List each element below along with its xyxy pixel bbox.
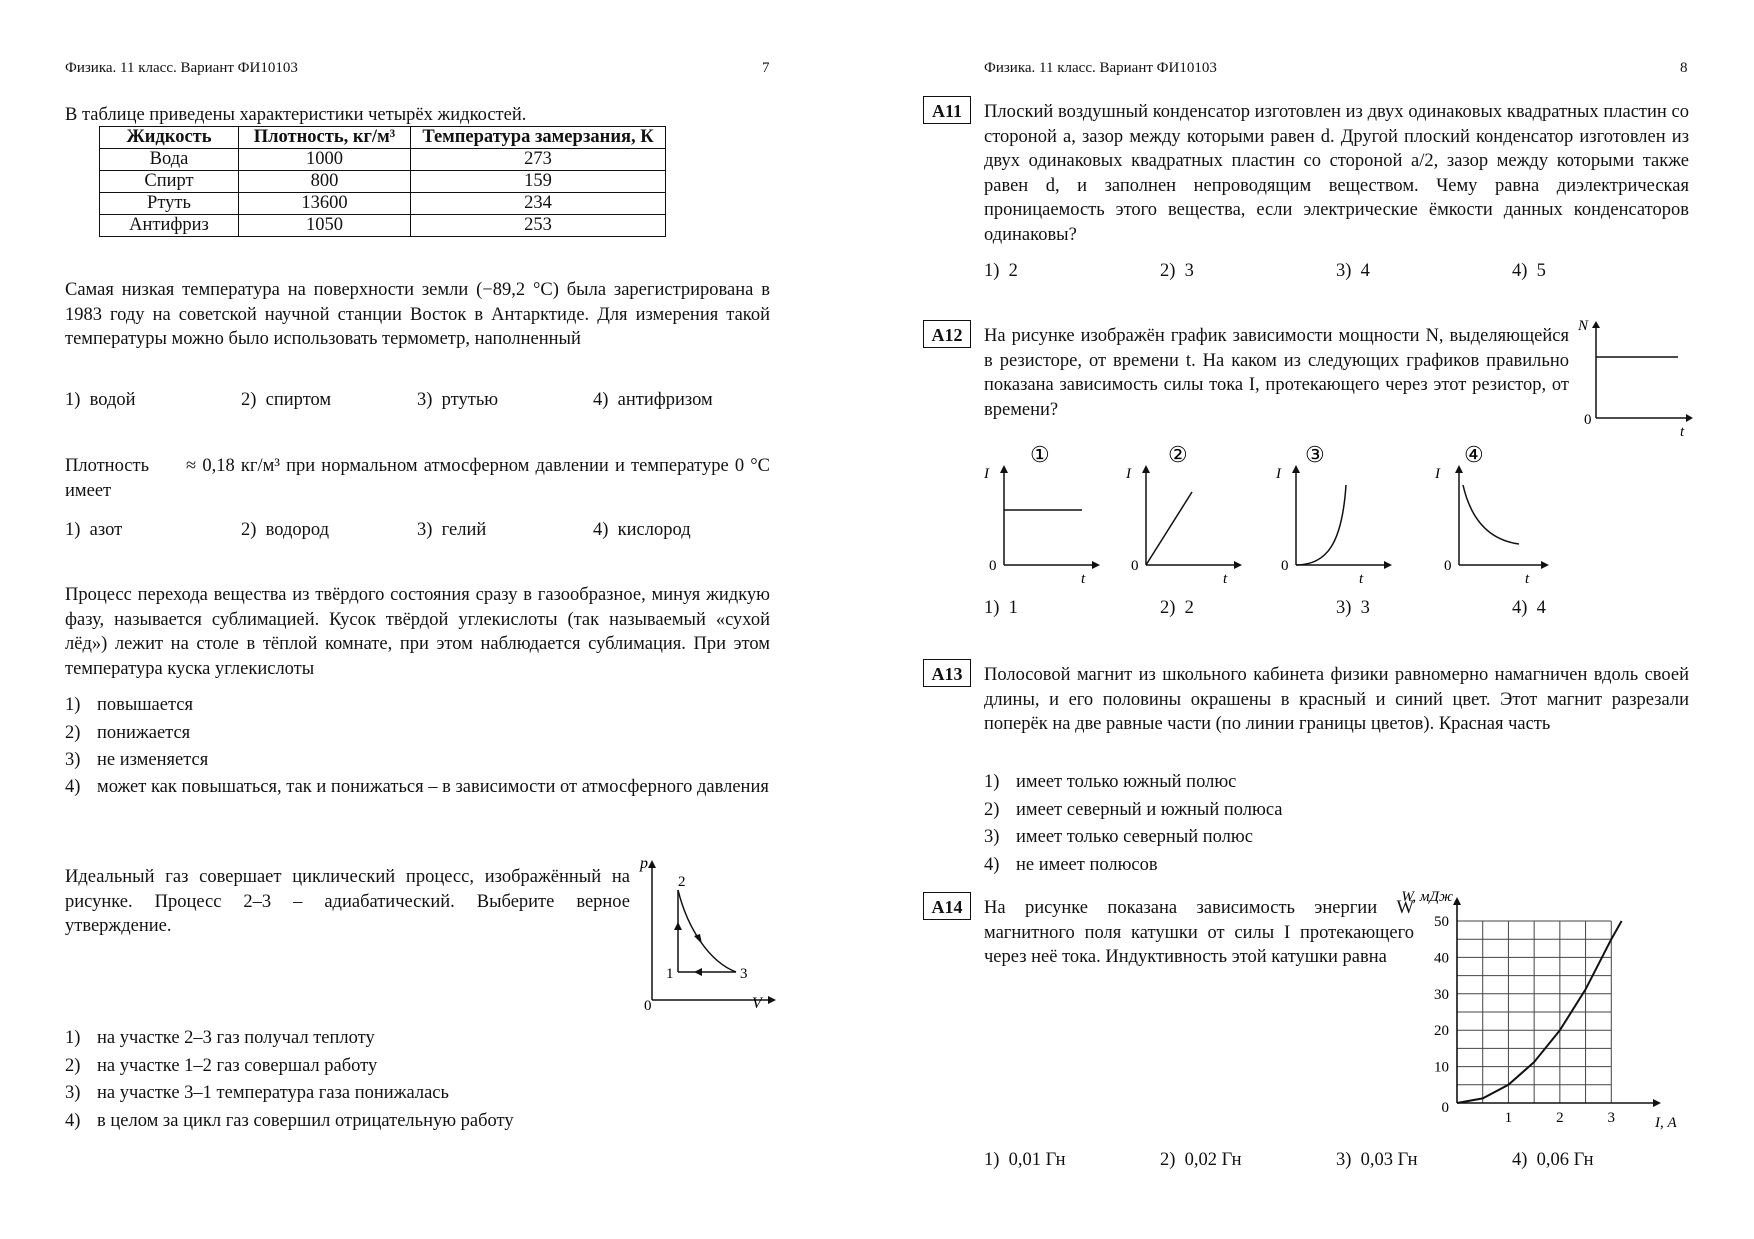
graph-number: ① <box>1030 442 1050 467</box>
y-tick-label: 20 <box>1434 1023 1449 1040</box>
answer-option[interactable]: 2) понижается <box>65 722 191 743</box>
answer-option[interactable]: 4) кислород <box>593 520 691 540</box>
density-question-answers <box>65 520 769 541</box>
current-graph-1 <box>983 442 1100 587</box>
answer-option[interactable]: 3) 4 <box>1336 261 1370 281</box>
answer-option[interactable]: 3) имеет только северный полюс <box>984 827 1253 847</box>
sublimation-answers <box>65 692 770 799</box>
gas-answers <box>65 1025 770 1135</box>
current-graph-3 <box>1275 442 1392 587</box>
answer-option[interactable]: 1) 2 <box>984 261 1018 281</box>
answer-option[interactable]: 4) в целом за цикл газ совершил отрицательную работу <box>65 1110 514 1131</box>
x-tick-label: 3 <box>1607 1110 1616 1126</box>
answer-option[interactable]: 3) не изменяется <box>65 750 209 770</box>
answer-option[interactable]: 2) 2 <box>1160 598 1194 618</box>
graph-number: ④ <box>1464 442 1484 467</box>
pv-point-label: 3 <box>740 966 748 982</box>
answer-option[interactable]: 4) антифризом <box>593 390 713 410</box>
question-label-a12: A12 <box>923 320 971 348</box>
axis-label: t <box>1359 571 1364 587</box>
liquids-table <box>99 126 666 237</box>
table-cell: 159 <box>411 171 666 193</box>
header-freezing: Температура замерзания, К <box>411 127 666 149</box>
table-cell: Антифриз <box>100 215 239 237</box>
table-cell: 13600 <box>239 193 411 215</box>
density-question-text: Плотность ≈ 0,18 кг/м³ при нормальном атмосферном давлении и температуре 0 °С имеет <box>65 456 775 501</box>
axis-label: 0 <box>989 558 997 574</box>
sublimation-question-text: Процесс перехода вещества из твёрдого состояния сразу в газообразное, минуя жидкую фазу, называется сублимацией. Кусок твёрдой углекислоты (так называемый «сухой лёд») лежит на столе в тёплой комнате, при этом наблюдается сублимация. При этом температура куска углекислоты <box>65 585 770 679</box>
answer-option[interactable]: 2) 0,02 Гн <box>1160 1150 1242 1170</box>
y-axis-label: W, мДж <box>1401 889 1453 905</box>
table-cell: Спирт <box>100 171 239 193</box>
y-tick-label: 10 <box>1434 1059 1449 1076</box>
origin-label: 0 <box>1441 1100 1449 1116</box>
answer-option[interactable]: 1) повышается <box>65 695 194 715</box>
header-density: Плотность, кг/м³ <box>239 127 411 149</box>
table-cell: Вода <box>100 149 239 171</box>
pv-diagram <box>640 855 770 1014</box>
table-intro: В таблице приведены характеристики четырёх жидкостей. <box>65 105 527 125</box>
energy-current-chart <box>1401 889 1677 1135</box>
header-liquid: Жидкость <box>100 127 239 149</box>
pv-point-label: 1 <box>666 966 674 982</box>
a13-answers <box>984 769 1689 879</box>
answer-option[interactable]: 3) 0,03 Гн <box>1336 1150 1418 1170</box>
answer-option[interactable]: 4) может как повышаться, так и понижаться – в зависимости от атмосферного давления <box>65 776 769 797</box>
y-axis-arrow <box>1453 897 1461 905</box>
a11-answers <box>984 261 1688 282</box>
answer-option[interactable]: 4) 5 <box>1512 261 1546 281</box>
x-axis-label: I, А <box>1655 1115 1677 1131</box>
axis-label: I <box>1126 466 1131 482</box>
answer-option[interactable]: 2) водород <box>241 520 330 540</box>
table-cell: 1000 <box>239 149 411 171</box>
question-label-a11: A11 <box>923 96 971 124</box>
page-header: Физика. 11 класс. Вариант ФИ10103 <box>65 60 298 76</box>
answer-option[interactable]: 1) 1 <box>984 598 1018 618</box>
question-label-a13: A13 <box>923 659 971 687</box>
graph-number: ③ <box>1305 442 1325 467</box>
axis-label: I <box>1435 466 1440 482</box>
axis-label: 0 <box>1131 558 1139 574</box>
power-origin-label: 0 <box>1584 412 1592 428</box>
table-row <box>100 149 666 171</box>
page-header: Физика. 11 класс. Вариант ФИ10103 <box>984 60 1217 76</box>
pv-origin-label: 0 <box>644 998 652 1014</box>
table-cell: 253 <box>411 215 666 237</box>
graph-number: ② <box>1168 442 1188 467</box>
a12-answers <box>984 598 1688 619</box>
answer-option[interactable]: 1) азот <box>65 520 123 540</box>
a14-question-text: На рисунке показана зависимость энергии W магнитного поля катушки от силы I протекающего через неё тока. Индуктивность этой катушки равна <box>984 898 1414 967</box>
pv-x-axis-label: V <box>752 995 762 1012</box>
answer-option[interactable]: 2) спиртом <box>241 390 332 410</box>
answer-option[interactable]: 2) имеет северный и южный полюса <box>984 799 1283 820</box>
axis-label: t <box>1525 571 1530 587</box>
right-page <box>877 0 1754 1239</box>
answer-option[interactable]: 3) 3 <box>1336 598 1370 618</box>
x-axis-arrow <box>1653 1099 1661 1107</box>
answer-option[interactable]: 2) на участке 1–2 газ совершал работу <box>65 1055 378 1076</box>
table-row <box>100 193 666 215</box>
current-graph-4 <box>1434 442 1549 587</box>
answer-option[interactable]: 4) не имеет полюсов <box>984 854 1158 875</box>
answer-option[interactable]: 3) ртутью <box>417 390 499 410</box>
table-cell: 800 <box>239 171 411 193</box>
answer-option[interactable]: 1) имеет только южный полюс <box>984 772 1237 792</box>
table-question-text: Самая низкая температура на поверхности земли (−89,2 °С) была зарегистрирована в 1983 году на советской научной станции Восток в Антарктиде. Для измерения такой температуры можно было использовать термометр, наполненный <box>65 280 770 349</box>
answer-option[interactable]: 1) водой <box>65 390 136 410</box>
current-graph-2 <box>1125 442 1242 587</box>
gas-question-text: Идеальный газ совершает циклический процесс, изображённый на рисунке. Процесс 2–3 – адиабатический. Выберите верное утверждение. <box>65 867 630 936</box>
answer-option[interactable]: 1) 0,01 Гн <box>984 1150 1066 1170</box>
answer-option[interactable]: 3) на участке 3–1 температура газа понижалась <box>65 1083 449 1103</box>
a12-question-text: На рисунке изображён график зависимости мощности N, выделяющейся в резисторе, от времени t. На каком из следующих графиков правильно показана зависимость силы тока I, протекающего через этот резистор, от времени? <box>984 326 1569 420</box>
axis-label: t <box>1081 571 1086 587</box>
table-cell: 273 <box>411 149 666 171</box>
table-row <box>100 215 666 237</box>
axis-label: 0 <box>1444 558 1452 574</box>
table-header-row <box>100 127 666 149</box>
power-time-graph <box>1578 318 1692 440</box>
axis-label: 0 <box>1281 558 1289 574</box>
table-cell: 234 <box>411 193 666 215</box>
pv-point-label: 2 <box>678 874 686 890</box>
question-label-a14: A14 <box>923 892 971 920</box>
page-number: 8 <box>1680 60 1688 76</box>
x-tick-label: 1 <box>1504 1110 1513 1126</box>
y-tick-label: 30 <box>1434 986 1449 1003</box>
x-tick-label: 2 <box>1556 1110 1564 1126</box>
table-question-answers <box>65 390 769 411</box>
a14-answers <box>984 1150 1688 1171</box>
current-graphs <box>984 440 1634 585</box>
a11-question-text: Плоский воздушный конденсатор изготовлен из двух одинаковых квадратных пластин со стороной a, зазор между которыми равен d. Другой плоский конденсатор изготовлен из двух одинаковых квадратных пластин со стороной a/2, зазор между которыми также равен d, и заполнен непроводящим веществом. Чему равна диэлектрическая проницаемость этого вещества, если электрические ёмкости данных конденсаторов одинаковы? <box>984 102 1689 245</box>
power-y-axis-label: N <box>1578 318 1589 334</box>
answer-option[interactable]: 2) 3 <box>1160 261 1194 281</box>
table-row <box>100 171 666 193</box>
y-tick-label: 50 <box>1434 914 1449 930</box>
page-number: 7 <box>762 60 770 76</box>
axis-label: t <box>1223 571 1228 587</box>
table-cell: 1050 <box>239 215 411 237</box>
y-tick-label: 40 <box>1434 950 1449 967</box>
table-cell: Ртуть <box>100 193 239 215</box>
power-x-axis-label: t <box>1680 424 1685 440</box>
answer-option[interactable]: 4) 0,06 Гн <box>1512 1150 1594 1170</box>
answer-option[interactable]: 3) гелий <box>417 520 487 540</box>
a13-question-text: Полосовой магнит из школьного кабинета физики равномерно намагничен вдоль своей длины, и его половины окрашены в красный и синий цвет. Этот магнит разрезали поперёк на две равные части (по линии границы цветов). Красная часть <box>984 665 1689 734</box>
answer-option[interactable]: 1) на участке 2–3 газ получал теплоту <box>65 1028 375 1048</box>
answer-option[interactable]: 4) 4 <box>1512 598 1546 618</box>
pv-y-axis-label: p <box>640 855 648 872</box>
axis-label: I <box>984 466 989 482</box>
axis-label: I <box>1276 466 1281 482</box>
